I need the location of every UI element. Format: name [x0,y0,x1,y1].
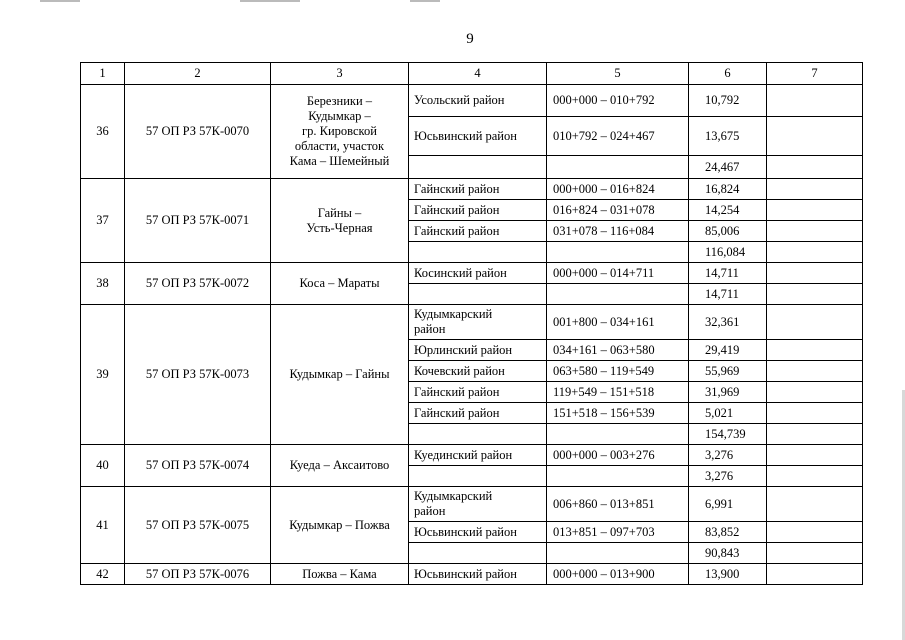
total-length: 24,467 [689,156,767,179]
road-number: 42 [81,564,125,585]
table-row [81,305,863,340]
column-header-7: 7 [767,63,863,85]
road-code: 57 ОП РЗ 57К-0075 [125,487,271,564]
table-row [81,445,863,466]
column-header-6: 6 [689,63,767,85]
km-range: 010+792 – 024+467 [547,117,689,156]
scan-edge-top-mid [240,0,300,2]
km-range: 013+851 – 097+703 [547,522,689,543]
note-cell [767,200,863,221]
note-cell [767,424,863,445]
note-cell [767,242,863,263]
district-name: Усольский район [409,85,547,117]
road-code: 57 ОП РЗ 57К-0070 [125,85,271,179]
scan-edge-top-left [40,0,80,2]
road-code: 57 ОП РЗ 57К-0073 [125,305,271,445]
district-name: Кудымкарский район [409,305,547,340]
segment-length: 3,276 [689,445,767,466]
note-cell [767,564,863,585]
district-name: Кудымкарский район [409,487,547,522]
segment-length: 31,969 [689,382,767,403]
note-cell [767,179,863,200]
segment-length: 14,711 [689,263,767,284]
total-km-empty [547,424,689,445]
total-km-empty [547,543,689,564]
column-header-4: 4 [409,63,547,85]
note-cell [767,221,863,242]
total-km-empty [547,156,689,179]
header-row [81,63,863,85]
total-km-empty [547,242,689,263]
km-range: 016+824 – 031+078 [547,200,689,221]
district-name: Юсьвинский район [409,117,547,156]
note-cell [767,156,863,179]
column-header-3: 3 [271,63,409,85]
column-header-1: 1 [81,63,125,85]
road-name: Куеда – Аксаитово [271,445,409,487]
district-name: Юсьвинский район [409,522,547,543]
km-range: 119+549 – 151+518 [547,382,689,403]
road-number: 40 [81,445,125,487]
km-range: 006+860 – 013+851 [547,487,689,522]
total-length: 154,739 [689,424,767,445]
segment-length: 83,852 [689,522,767,543]
segment-length: 13,900 [689,564,767,585]
segment-length: 32,361 [689,305,767,340]
road-name: Коса – Мараты [271,263,409,305]
district-name: Кочевский район [409,361,547,382]
km-range: 000+000 – 010+792 [547,85,689,117]
total-length: 14,711 [689,284,767,305]
total-length: 3,276 [689,466,767,487]
km-range: 034+161 – 063+580 [547,340,689,361]
segment-length: 29,419 [689,340,767,361]
district-name: Гайнский район [409,403,547,424]
note-cell [767,361,863,382]
road-name: Пожва – Кама [271,564,409,585]
column-header-5: 5 [547,63,689,85]
total-district-empty [409,543,547,564]
table-row [81,179,863,200]
total-length: 90,843 [689,543,767,564]
total-district-empty [409,156,547,179]
road-number: 39 [81,305,125,445]
segment-length: 14,254 [689,200,767,221]
road-name: Березники – Кудымкар – гр. Кировской области, участок Кама – Шемейный [271,85,409,179]
km-range: 000+000 – 013+900 [547,564,689,585]
note-cell [767,117,863,156]
note-cell [767,340,863,361]
segment-length: 55,969 [689,361,767,382]
district-name: Гайнский район [409,179,547,200]
total-district-empty [409,284,547,305]
table-row [81,85,863,117]
note-cell [767,487,863,522]
table-row [81,564,863,585]
note-cell [767,466,863,487]
km-range: 000+000 – 003+276 [547,445,689,466]
district-name: Юрлинский район [409,340,547,361]
note-cell [767,543,863,564]
note-cell [767,403,863,424]
road-code: 57 ОП РЗ 57К-0071 [125,179,271,263]
segment-length: 5,021 [689,403,767,424]
note-cell [767,445,863,466]
district-name: Куединский район [409,445,547,466]
note-cell [767,85,863,117]
district-name: Гайнский район [409,221,547,242]
scan-edge-top-right [410,0,440,2]
segment-length: 13,675 [689,117,767,156]
km-range: 031+078 – 116+084 [547,221,689,242]
total-km-empty [547,466,689,487]
road-number: 38 [81,263,125,305]
note-cell [767,305,863,340]
total-district-empty [409,242,547,263]
segment-length: 16,824 [689,179,767,200]
road-code: 57 ОП РЗ 57К-0076 [125,564,271,585]
table-row [81,487,863,522]
road-number: 36 [81,85,125,179]
total-district-empty [409,424,547,445]
road-number: 41 [81,487,125,564]
total-km-empty [547,284,689,305]
segment-length: 6,991 [689,487,767,522]
column-header-2: 2 [125,63,271,85]
km-range: 151+518 – 156+539 [547,403,689,424]
road-code: 57 ОП РЗ 57К-0074 [125,445,271,487]
segment-length: 85,006 [689,221,767,242]
note-cell [767,382,863,403]
road-name: Кудымкар – Пожва [271,487,409,564]
table-row [81,263,863,284]
page-number: 9 [466,31,474,47]
total-district-empty [409,466,547,487]
district-name: Гайнский район [409,382,547,403]
km-range: 000+000 – 016+824 [547,179,689,200]
district-name: Гайнский район [409,200,547,221]
total-length: 116,084 [689,242,767,263]
road-name: Кудымкар – Гайны [271,305,409,445]
note-cell [767,263,863,284]
note-cell [767,522,863,543]
road-name: Гайны – Усть-Черная [271,179,409,263]
km-range: 001+800 – 034+161 [547,305,689,340]
km-range: 000+000 – 014+711 [547,263,689,284]
road-register-table [80,62,863,585]
segment-length: 10,792 [689,85,767,117]
note-cell [767,284,863,305]
km-range: 063+580 – 119+549 [547,361,689,382]
road-code: 57 ОП РЗ 57К-0072 [125,263,271,305]
district-name: Юсьвинский район [409,564,547,585]
road-number: 37 [81,179,125,263]
district-name: Косинский район [409,263,547,284]
